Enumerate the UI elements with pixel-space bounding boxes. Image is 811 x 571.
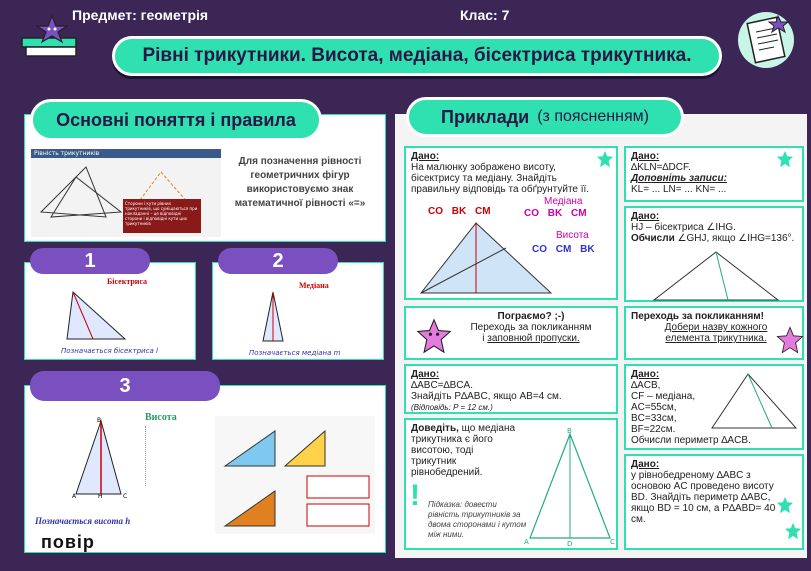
c1-options-1: [428, 206, 491, 217]
examples-title: Приклади: [441, 106, 530, 127]
bisector-note: Позначається бісектриса l: [61, 347, 158, 355]
concepts-heading: Основні поняття і правила: [30, 99, 322, 141]
slide-caption: Рівність трикутників: [31, 149, 221, 158]
c3-bold: Обчисли: [631, 233, 675, 244]
c1-given-label: Дано:: [411, 151, 440, 162]
c2-line1: ∆KLN=∆DCF.: [631, 162, 691, 173]
card-bisector[interactable]: [24, 262, 196, 360]
star-icon: [776, 150, 794, 168]
example-equal-triangles[interactable]: [624, 146, 804, 202]
slide-thumbnail: [31, 149, 221, 237]
c8-vertex-c: C: [610, 538, 615, 546]
c4-title: Пограємо? ;-): [497, 311, 565, 322]
c8-hint: Підказка: довести рівність трикутників за двома сторонами і кутом між ними.: [428, 500, 527, 539]
example-altitude-bisector-median[interactable]: [404, 146, 618, 300]
height-slide: [215, 416, 375, 534]
c3-diagram: [646, 248, 786, 302]
height-diagram: [71, 416, 131, 498]
c4-link[interactable]: заповнюй пропуски.: [487, 333, 580, 344]
card-median[interactable]: [212, 262, 384, 360]
example-bisector-angle[interactable]: [624, 206, 804, 302]
c9-text: у рівнобедреному ∆ABC з основою AC проведено висоту BD. Знайдіть периметр ∆ABC, якщо BD = 10 см, а P∆ABD= 40 см.: [631, 470, 776, 525]
c1-opt3-bk[interactable]: BK: [580, 244, 595, 255]
c7-line3: AC=55см,: [631, 402, 677, 413]
c7-diagram: [708, 370, 800, 432]
c4-text2: і: [482, 333, 488, 344]
c7-line5: BF=22см.: [631, 424, 676, 435]
c1-opt2-cm[interactable]: CM: [571, 208, 587, 219]
star-icon: [784, 522, 802, 540]
median-title: Медіана: [299, 281, 329, 290]
card-height[interactable]: [24, 385, 386, 553]
c1-opt-co[interactable]: CO: [428, 206, 443, 217]
example-perimeter-equal[interactable]: [404, 364, 618, 414]
c1-opt2-co[interactable]: CO: [524, 208, 539, 219]
height-vertex-b: B: [97, 417, 102, 424]
height-vertex-h: H: [98, 493, 103, 498]
bisector-diagram: [63, 287, 133, 343]
c1-opt3-co[interactable]: CO: [532, 244, 547, 255]
c7-line4: BC=33см,: [631, 413, 677, 424]
c1-tag-median: Медіана: [544, 196, 583, 207]
c7-line1: ∆ACB,: [631, 380, 661, 391]
game-fill-blanks[interactable]: [404, 306, 618, 360]
c3-line1: HJ – бісектриса ∠IHG.: [631, 222, 736, 233]
c5-title: Переходь за покликанням!: [631, 311, 765, 322]
c8-diagram: [524, 426, 616, 548]
books-icon: [14, 10, 84, 60]
c7-line6: Обчисли периметр ∆ACB.: [631, 435, 751, 446]
height-vertex-a: A: [72, 493, 77, 498]
c4-text1: Переходь за покликанням: [470, 322, 592, 333]
c7-given-label: Дано:: [631, 369, 660, 380]
c1-tag-height: Висота: [556, 230, 589, 241]
height-vertex-c: C: [123, 493, 128, 498]
c1-diagram: [416, 218, 556, 298]
c6-line1: ∆ABC=∆BCA.: [411, 380, 473, 391]
intro-text: Для позначення рівності геометричних фігур використовуємо знак математичної рівності «=»: [234, 156, 366, 209]
game-name-elements[interactable]: [624, 306, 804, 360]
c6-answer: (Відповідь: P = 12 см.): [411, 403, 493, 412]
c8-vertex-a: A: [524, 538, 529, 546]
c6-line2: Знайдіть P∆ABC, якщо AB=4 см.: [411, 391, 562, 402]
examples-subtitle: (з поясненням): [537, 108, 649, 125]
page-title: Рівні трикутники. Висота, медіана, бісектриса трикутника.: [112, 36, 722, 76]
c9-given-label: Дано:: [631, 459, 660, 470]
c1-opt-bk[interactable]: BK: [451, 206, 467, 217]
star-character-icon: [776, 326, 804, 354]
subject-label: Предмет: геометрія: [72, 7, 209, 23]
grade-label: Клас: 7: [460, 7, 510, 23]
c8-vertex-b: B: [567, 427, 572, 435]
c8-vertex-d: D: [567, 540, 573, 548]
star-icon: [776, 496, 794, 514]
c1-opt3-cm[interactable]: CM: [555, 244, 572, 255]
povir-logo: повір: [41, 532, 95, 552]
card-number-1: 1: [30, 248, 150, 274]
c7-line2: CF – медіана,: [631, 391, 696, 402]
card-number-2: 2: [218, 248, 338, 274]
c2-complete-label: Доповніть записи:: [631, 173, 727, 184]
example-isosceles-height[interactable]: [624, 454, 804, 550]
card-number-3: 3: [30, 371, 220, 401]
c1-opt2-bk[interactable]: BK: [547, 208, 563, 219]
star-character-icon: [416, 318, 452, 354]
exclamation-icon: !: [410, 479, 420, 512]
example-median-perimeter[interactable]: [624, 364, 804, 450]
median-note: Позначається медіана m: [249, 349, 341, 357]
examples-heading: [406, 97, 684, 137]
c1-opt-cm[interactable]: CM: [475, 206, 491, 217]
c2-line2: KL= ... LN= ... KN= ...: [631, 184, 727, 195]
c2-given-label: Дано:: [631, 151, 660, 162]
c8-text: що медіана трикутника є його висотою, тоді трикутник рівнобедрений.: [411, 423, 516, 478]
bisector-title: Бісектриса: [107, 277, 148, 286]
c8-bold: Доведіть,: [411, 423, 459, 434]
slide-note: Сторони і кути рівних трикутників, що суміщаються при накладанні – це відповідні сторони і відповідні кути цих трикутників: [123, 199, 201, 233]
height-definition-block: [145, 426, 206, 486]
height-title: Висота: [145, 412, 177, 423]
clipboard-icon: [734, 10, 798, 70]
star-icon: [596, 150, 614, 168]
c3-given-label: Дано:: [631, 211, 660, 222]
proof-median-height[interactable]: [404, 418, 618, 550]
c1-text: На малюнку зображено висоту, бісектрису та медіану. Знайдіть правильну відповідь та обґрунтуйте її.: [411, 162, 590, 195]
median-diagram: [243, 287, 313, 345]
height-note: Позначається висота h: [35, 516, 131, 526]
c6-given-label: Дано:: [411, 369, 440, 380]
c3-line2: ∠GHJ, якщо ∠IHG=136°.: [677, 233, 795, 244]
c5-link[interactable]: Добери назву кожного елемента трикутника.: [664, 322, 768, 344]
top-bar: [0, 0, 811, 32]
